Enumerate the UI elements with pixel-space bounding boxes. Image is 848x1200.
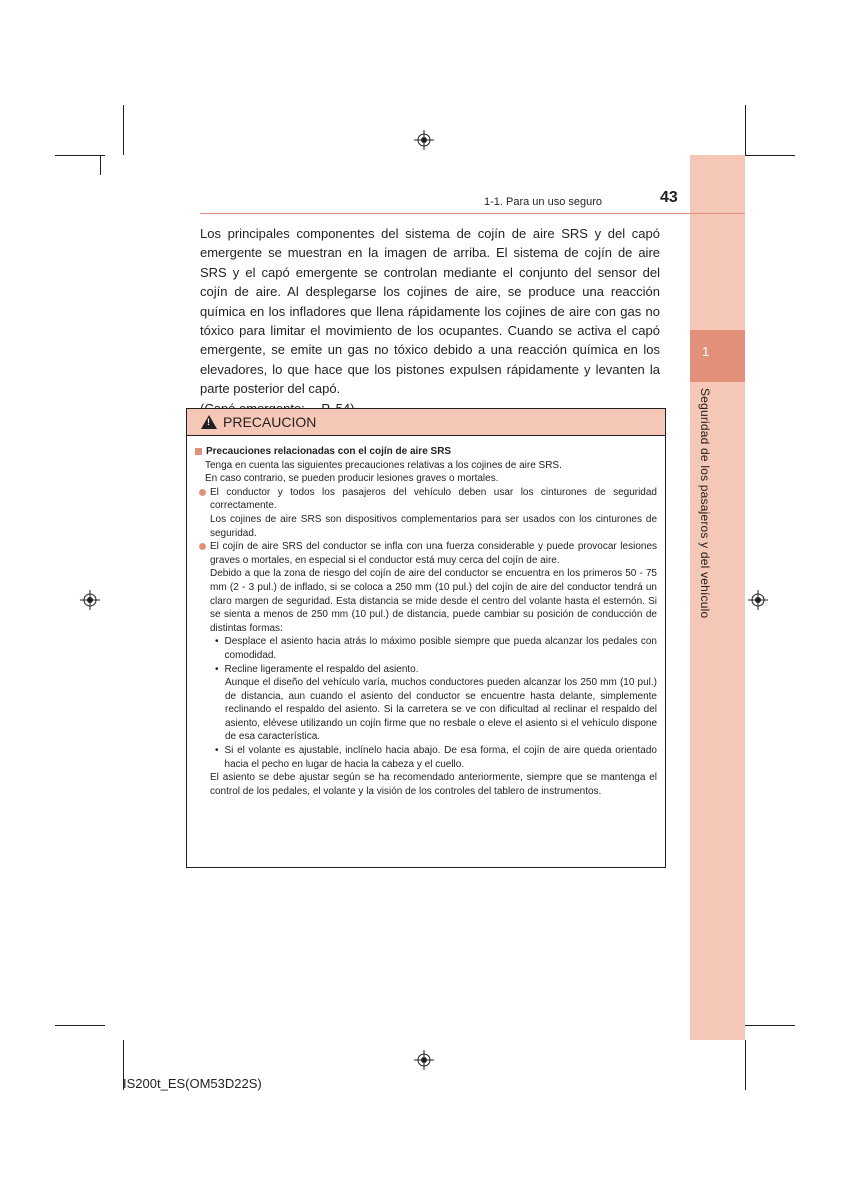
- header-rule: [200, 213, 745, 214]
- square-bullet-icon: [195, 448, 202, 455]
- warning-triangle-icon: [201, 415, 217, 429]
- small-bullet-icon: •: [215, 636, 219, 648]
- crop-mark: [745, 1040, 746, 1090]
- registration-mark-icon: [414, 130, 434, 150]
- small-bullet-icon: •: [215, 663, 219, 675]
- caution-intro-2: En caso contrario, se pueden producir lesiones graves o mortales.: [205, 473, 499, 485]
- caution-sub-item-note: Aunque el diseño del vehículo varía, muchos conductores pueden alcanzar los 250 mm (10 pul.) de distancia, aun cuando el asiento del conductor se encuentre hasta delante, simplemente reclinando el respaldo del asiento. Si la carretera se ve con dificultad al reclinar el respaldo del asiento, elévese utilizando un cojín firme que no resbale o eleve el asiento si el vehículo dispone de esa característica.: [225, 677, 657, 743]
- crop-mark: [123, 105, 124, 155]
- caution-sub-item: [215, 635, 657, 662]
- caution-bullet: [199, 486, 657, 513]
- crop-mark: [745, 1025, 795, 1026]
- registration-mark-icon: [80, 590, 100, 610]
- document-code: IS200t_ES(OM53D22S): [123, 1076, 262, 1091]
- caution-heading-text: Precauciones relacionadas con el cojín de aire SRS: [206, 446, 452, 457]
- caution-title: PRECAUCION: [223, 414, 317, 430]
- caution-intro-1: Tenga en cuenta las siguientes precauciones relativas a los cojines de aire SRS.: [205, 459, 562, 471]
- caution-sub-item: [215, 663, 657, 677]
- crop-mark: [745, 105, 746, 155]
- registration-mark-icon: [748, 590, 768, 610]
- intro-paragraph: [200, 224, 660, 418]
- small-bullet-icon: •: [215, 745, 219, 757]
- chapter-number: 1: [702, 344, 710, 359]
- page-number: 43: [660, 189, 678, 206]
- registration-mark-icon: [414, 1050, 434, 1070]
- caution-box: [186, 408, 666, 868]
- caution-bullet-note: Debido a que la zona de riesgo del cojín de aire del conductor se encuentra en los primeros 50 - 75 mm (2 - 3 pul.) de inflado, si se coloca a 250 mm (10 pul.) del cojín de aire del conductor tendrá un claro margen de seguridad. Esta distancia se mide desde el centro del volante hasta el esternón. Si se sienta a menos de 250 mm (10 pul.) de distancia, puede cambiar su posición de conducción de distintas formas:: [210, 568, 657, 634]
- crop-mark: [55, 155, 105, 156]
- caution-bullet: [199, 540, 657, 567]
- caution-closing: El asiento se debe ajustar según se ha recomendado anteriormente, siempre que se mantenga el control de los pedales, el volante y la visión de los controles del tablero de instrumentos.: [210, 772, 657, 797]
- caution-sub-item-text: Recline ligeramente el respaldo del asiento.: [224, 663, 419, 675]
- caution-sub-item-text: Si el volante es ajustable, inclínelo hacia abajo. De esa forma, el cojín de aire queda orientado hacia el pecho en lugar de hacia la cabeza y el cuello.: [224, 745, 657, 770]
- caution-header: [187, 409, 665, 436]
- intro-text: Los principales componentes del sistema de cojín de aire SRS y del capó emergente se muestran en la imagen de arriba. El sistema de cojín de aire SRS y el capó emergente se controlan mediante el conjunto del sensor del cojín de aire. Al desplegarse los cojines de aire, se produce una reacción química en los infladores que llena rápidamente los cojines de aire con gas no tóxico para limitar el movimiento de los ocupantes. Cuando se activa el capó emergente, se emite un gas no tóxico debido a una reacción química en los elevadores, lo que hace que los pistones expulsen rápidamente y levanten la parte posterior del capó.: [200, 226, 660, 397]
- chapter-title: Seguridad de los pasajeros y del vehículo: [698, 388, 712, 619]
- caution-bullet-note: Los cojines de aire SRS son dispositivos complementarios para ser usados con los cinturones de seguridad.: [210, 513, 657, 539]
- caution-heading: [195, 445, 657, 459]
- caution-sub-item-text: Desplace el asiento hacia atrás lo máximo posible siempre que pueda alcanzar los pedales con comodidad.: [224, 636, 657, 661]
- chapter-number-tab: [690, 330, 745, 382]
- dot-bullet-icon: [199, 489, 206, 496]
- section-title: 1-1. Para un uso seguro: [484, 196, 603, 208]
- crop-mark: [55, 1025, 105, 1026]
- dot-bullet-icon: [199, 543, 206, 550]
- crop-mark: [745, 155, 795, 156]
- caution-bullet-text: El conductor y todos los pasajeros del vehículo deben usar los cinturones de seguridad correctamente.: [210, 486, 657, 512]
- caution-body: [195, 445, 657, 798]
- caution-sub-item: [215, 744, 657, 771]
- crop-mark: [100, 155, 101, 175]
- caution-bullet-text: El cojín de aire SRS del conductor se infla con una fuerza considerable y puede provocar lesiones graves o mortales, en especial si el conductor está muy cerca del cojín de aire.: [210, 541, 657, 566]
